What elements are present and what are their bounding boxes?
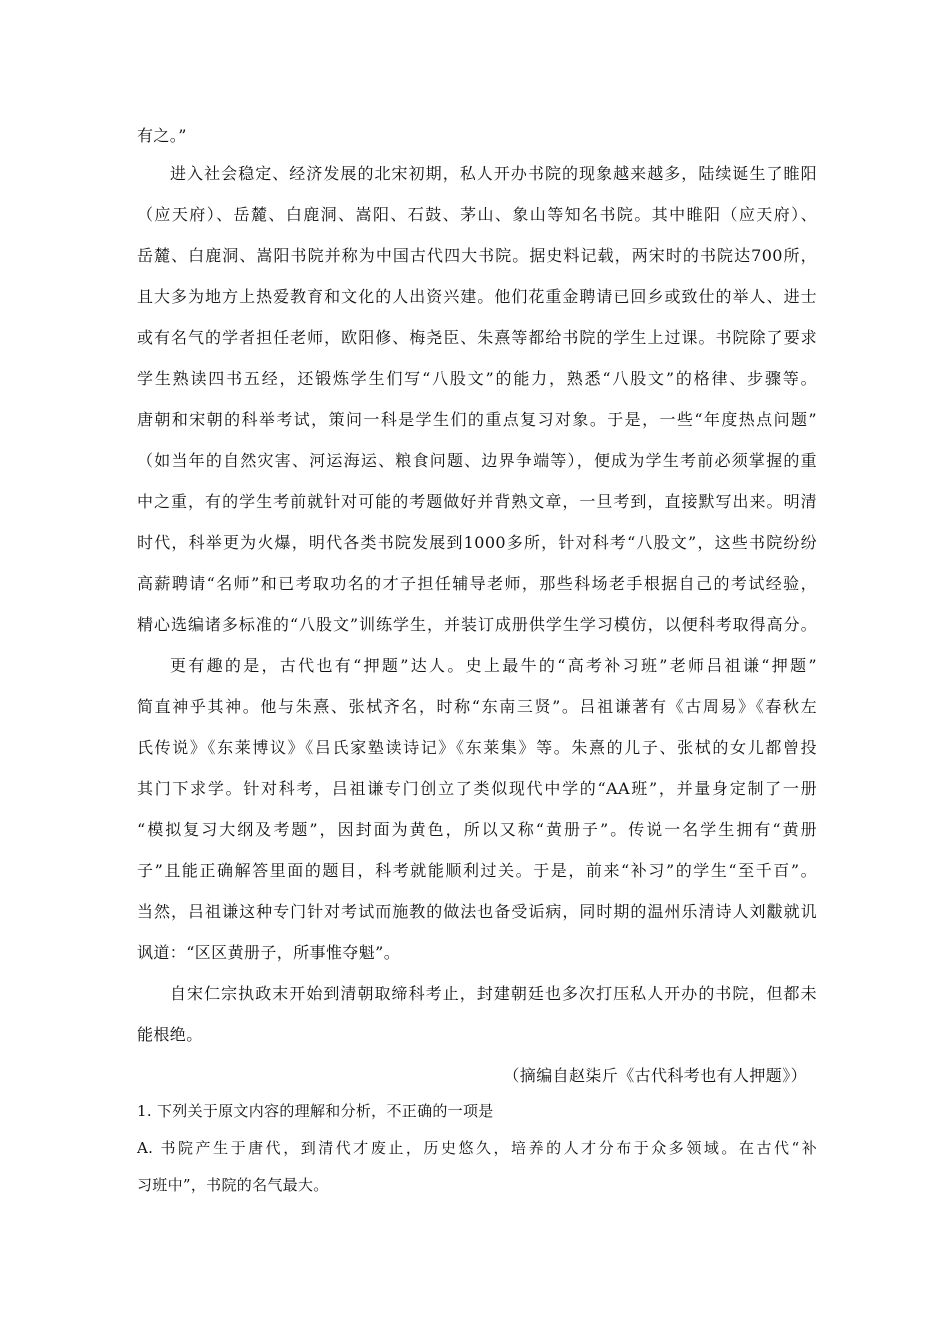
paragraph-line: 岳麓、白鹿洞、嵩阳书院并称为中国古代四大书院。据史料记载，两宋时的书院达700所， bbox=[137, 246, 817, 265]
option-a-line: 习班中”，书院的名气最大。 bbox=[137, 1176, 329, 1194]
paragraph-line: “模拟复习大纲及考题”，因封面为黄色，所以又称“黄册子”。传说一名学生拥有“黄册 bbox=[137, 820, 817, 839]
paragraph-line: 子”且能正确解答里面的题目，科考就能顺利过关。于是，前来“补习”的学生“至千百”。 bbox=[137, 861, 817, 880]
paragraph-line: 或有名气的学者担任老师，欧阳修、梅尧臣、朱熹等都给书院的学生上过课。书院除了要求 bbox=[137, 328, 817, 347]
paragraph-line: （如当年的自然灾害、河运海运、粮食问题、边界争端等），便成为学生考前必须掌握的重 bbox=[137, 451, 817, 470]
paragraph-line: 氏传说》《东莱博议》《吕氏家塾读诗记》《东莱集》等。朱熹的儿子、张栻的女儿都曾投 bbox=[137, 738, 817, 757]
paragraph-line: 且大多为地方上热爱教育和文化的人出资兴建。他们花重金聘请已回乡或致仕的举人、进士 bbox=[137, 287, 817, 306]
paragraph-line: 更有趣的是，古代也有“押题”达人。史上最牛的“高考补习班”老师吕祖谦“押题” bbox=[170, 656, 817, 675]
paragraph-line: 唐朝和宋朝的科举考试，策问一科是学生们的重点复习对象。于是，一些“年度热点问题” bbox=[137, 410, 817, 429]
paragraph-line: 当然，吕祖谦这种专门针对考试而施教的做法也备受诟病，同时期的温州乐清诗人刘黻就讥 bbox=[137, 902, 817, 921]
paragraph-line: （应天府）、岳麓、白鹿洞、嵩阳、石鼓、茅山、象山等知名书院。其中睢阳（应天府）、 bbox=[137, 205, 817, 224]
paragraph-line: 进入社会稳定、经济发展的北宋初期，私人开办书院的现象越来越多，陆续诞生了睢阳 bbox=[170, 164, 817, 183]
paragraph-line: 高薪聘请“名师”和已考取功名的才子担任辅导老师，那些科场老手根据自己的考试经验， bbox=[137, 574, 817, 593]
paragraph-line: 自宋仁宗执政末开始到清朝取缔科考止，封建朝廷也多次打压私人开办的书院，但都未 bbox=[170, 984, 817, 1003]
paragraph-line: 时代，科举更为火爆，明代各类书院发展到1000多所，针对科考“八股文”，这些书院纷纷 bbox=[137, 533, 817, 552]
paragraph-line: 简直神乎其神。他与朱熹、张栻齐名，时称“东南三贤”。吕祖谦著有《古周易》《春秋左 bbox=[137, 697, 817, 716]
paragraph-line: 有之。” bbox=[137, 126, 187, 145]
option-a-line: A. 书院产生于唐代，到清代才废止，历史悠久，培养的人才分布于众多领域。在古代“补 bbox=[137, 1139, 817, 1157]
paragraph-line: 讽道：“区区黄册子，所事惟夺魁”。 bbox=[137, 943, 401, 962]
paragraph-line: 学生熟读四书五经，还锻炼学生们写“八股文”的能力，熟悉“八股文”的格律、步骤等。 bbox=[137, 369, 817, 388]
paragraph-line: 能根绝。 bbox=[137, 1025, 203, 1044]
paragraph-line: 其门下求学。针对科考，吕祖谦专门创立了类似现代中学的“AA班”，并量身定制了一册 bbox=[137, 779, 817, 798]
paragraph-line: 精心选编诸多标准的“八股文”训练学生，并装订成册供学生学习模仿，以便科考取得高分。 bbox=[137, 615, 817, 634]
source-citation: （摘编自赵柒斤《古代科考也有人押题》） bbox=[503, 1066, 807, 1085]
paragraph-line: 中之重，有的学生考前就针对可能的考题做好并背熟文章，一旦考到，直接默写出来。明清 bbox=[137, 492, 817, 511]
question-stem: 1. 下列关于原文内容的理解和分析，不正确的一项是 bbox=[137, 1102, 494, 1120]
